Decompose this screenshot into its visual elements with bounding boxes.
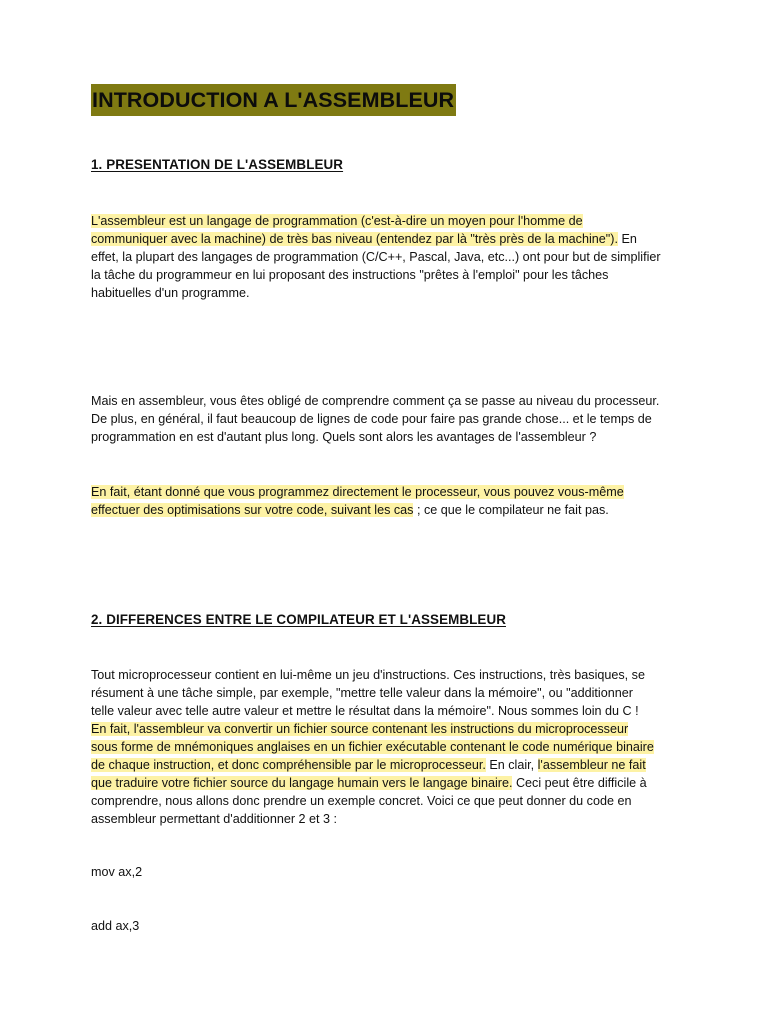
paragraph-text: ; ce que le compilateur ne fait pas. bbox=[413, 503, 609, 517]
section-2-heading: 2. DIFFERENCES ENTRE LE COMPILATEUR ET L'ASSEMBLEUR bbox=[91, 612, 506, 627]
section-1-heading: 1. PRESENTATION DE L'ASSEMBLEUR bbox=[91, 157, 344, 172]
paragraph-line: assembleur permettant d'additionner 2 et 3 : bbox=[91, 812, 338, 826]
paragraph-line: De plus, en général, il faut beaucoup de lignes de code pour faire pas grande chose... et le temps de bbox=[91, 412, 652, 426]
paragraph-line: effet, la plupart des langages de programmation (C/C++, Pascal, Java, etc...) ont pour but de simplifier bbox=[91, 250, 661, 264]
paragraph-line: Tout microprocesseur contient en lui-même un jeu d'instructions. Ces instructions, très basiques, se bbox=[91, 668, 645, 682]
paragraph-line: Mais en assembleur, vous êtes obligé de comprendre comment ça se passe au niveau du processeur. bbox=[91, 394, 660, 408]
paragraph-text: Ceci peut être difficile à bbox=[512, 776, 647, 790]
document-title: INTRODUCTION A L'ASSEMBLEUR bbox=[91, 84, 456, 116]
code-line-mov: mov ax,2 bbox=[91, 865, 143, 879]
highlighted-text: que traduire votre fichier source du langage humain vers le langage binaire. bbox=[91, 776, 513, 790]
section-1-paragraph-1 bbox=[91, 212, 683, 302]
highlighted-text: En fait, étant donné que vous programmez directement le processeur, vous pouvez vous-même bbox=[91, 485, 624, 499]
paragraph-text: En bbox=[617, 232, 637, 246]
code-line-add: add ax,3 bbox=[91, 919, 140, 933]
paragraph-line: programmation en est d'autant plus long. Quels sont alors les avantages de l'assembleur ? bbox=[91, 430, 597, 444]
highlighted-text: sous forme de mnémoniques anglaises en un fichier exécutable contenant le code numérique binaire bbox=[91, 740, 654, 754]
highlighted-text: de chaque instruction, et donc compréhensible par le microprocesseur. bbox=[91, 758, 486, 772]
paragraph-text: En clair, bbox=[485, 758, 538, 772]
section-1-paragraph-3 bbox=[91, 483, 683, 519]
paragraph-line: telle valeur avec telle autre valeur et mettre le résultat dans la mémoire". Nous sommes loin du C ! bbox=[91, 704, 639, 718]
highlighted-text: l'assembleur ne fait bbox=[537, 758, 646, 772]
paragraph-line: la tâche du programmeur en lui proposant des instructions "prêtes à l'emploi" pour les tâches bbox=[91, 268, 609, 282]
paragraph-line: résument à une tâche simple, par exemple, "mettre telle valeur dans la mémoire", ou "additionner bbox=[91, 686, 633, 700]
section-1-paragraph-2 bbox=[91, 392, 683, 446]
section-2-paragraph-1 bbox=[91, 666, 683, 828]
highlighted-text: L'assembleur est un langage de programmation (c'est-à-dire un moyen pour l'homme de bbox=[91, 214, 583, 228]
highlighted-text: effectuer des optimisations sur votre code, suivant les cas bbox=[91, 503, 414, 517]
paragraph-line: comprendre, nous allons donc prendre un exemple concret. Voici ce que peut donner du code en bbox=[91, 794, 632, 808]
paragraph-line: habituelles d'un programme. bbox=[91, 286, 250, 300]
highlighted-text: communiquer avec la machine) de très bas niveau (entendez par là "très près de la machine"). bbox=[91, 232, 618, 246]
highlighted-text: En fait, l'assembleur va convertir un fichier source contenant les instructions du microprocesseur bbox=[91, 722, 629, 736]
